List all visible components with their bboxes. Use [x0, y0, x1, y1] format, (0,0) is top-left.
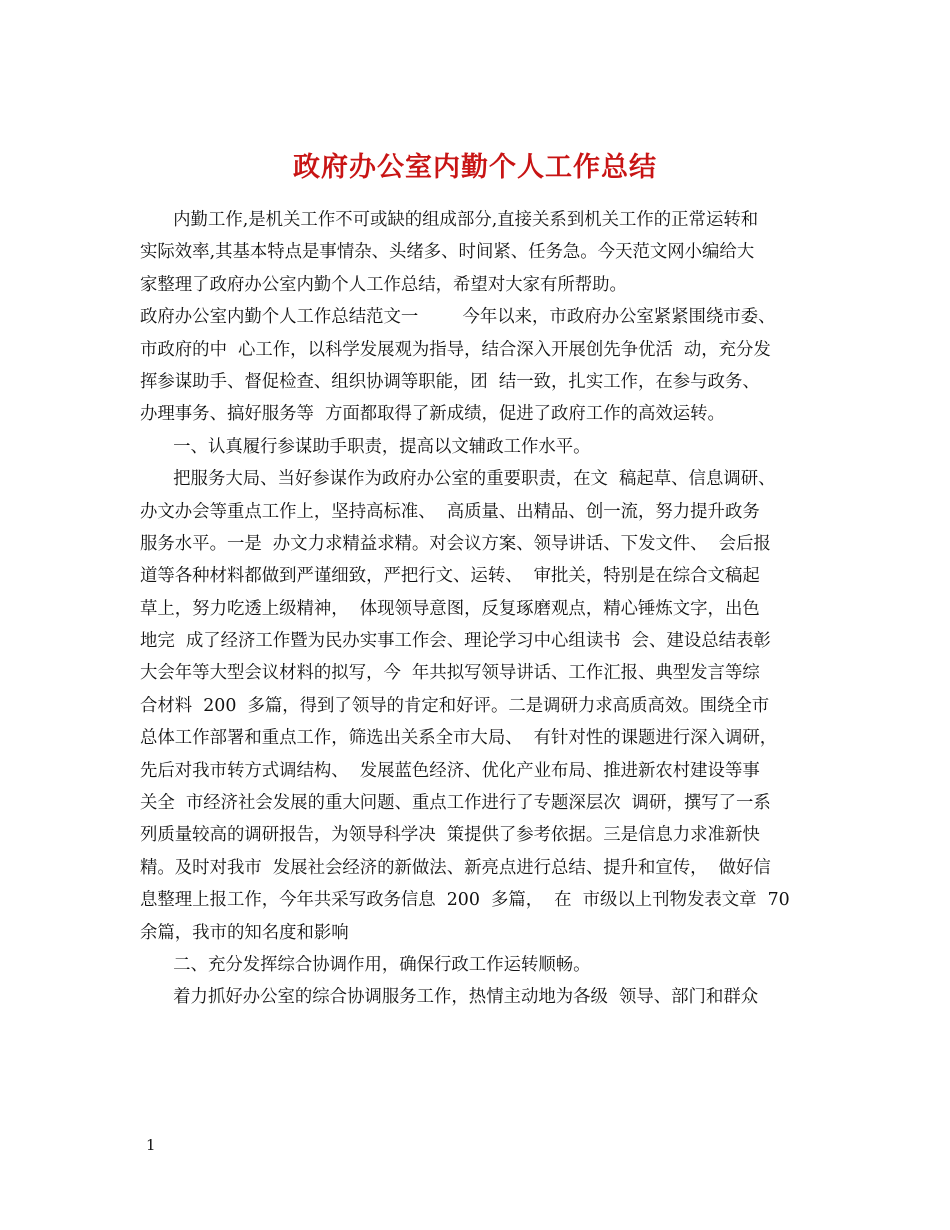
body-line: 把服务大局、当好参谋作为政府办公室的重要职责，在文 稿起草、信息调研、 [140, 469, 776, 490]
document-body [140, 204, 822, 1014]
body-line: 服务水平。一是 办文力求精益求精。对会议方案、领导讲话、下发文件、 会后报 [140, 533, 771, 554]
body-line: 精。及时对我市 发展社会经济的新做法、新亮点进行总结、提升和宣传， 做好信 [140, 857, 771, 878]
document-title: 政府办公室内勤个人工作总结 [293, 152, 657, 184]
body-line: 道等各种材料都做到严谨细致，严把行文、运转、 审批关，特别是在综合文稿起 [140, 566, 760, 587]
body-line: 草上，努力吃透上级精神， 体现领导意图，反复琢磨观点，精心锤炼文字，出色 [140, 598, 760, 619]
body-line: 一、认真履行参谋助手职责，提高以文辅政工作水平。 [140, 436, 591, 457]
body-line: 政府办公室内勤个人工作总结范文一 今年以来，市政府办公室紧紧围绕市委、 [140, 307, 776, 328]
body-line: 着力抓好办公室的综合协调服务工作，热情主动地为各级 领导、部门和群众 [140, 987, 759, 1008]
page-number: 1 [146, 1136, 156, 1154]
body-line: 列质量较高的调研报告，为领导科学决 策提供了参考依据。三是信息力求准新快 [140, 825, 760, 846]
body-line: 市政府的中 心工作，以科学发展观为指导，结合深入开展创先争优活 动，充分发 [140, 339, 771, 360]
body-line: 关全 市经济社会发展的重大问题、重点工作进行了专题深层次 调研，撰写了一系 [140, 793, 771, 814]
body-line: 地完 成了经济工作暨为民办实事工作会、理论学习中心组读书 会、建设总结表彰 [140, 631, 771, 652]
body-line: 总体工作部署和重点工作，筛选出关系全市大局、 有针对性的课题进行深入调研， [140, 728, 778, 749]
body-line: 实际效率,其基本特点是事情杂、头绪多、时间紧、任务急。今天范文网小编给大 [140, 242, 755, 263]
body-line: 余篇，我市的知名度和影响 [140, 922, 349, 943]
body-line: 内勤工作,是机关工作不可或缺的组成部分,直接关系到机关工作的正常运转和 [140, 210, 759, 230]
body-line: 先后对我市转方式调结构、 发展蓝色经济、优化产业布局、推进新农村建设等事 [140, 760, 760, 781]
body-line: 大会年等大型会议材料的拟写，今 年共拟写领导讲话、工作汇报、典型发言等综 [140, 663, 760, 684]
body-line: 息整理上报工作，今年共采写政务信息 200 多篇， 在 市级以上刊物发表文章 70 [140, 890, 790, 911]
body-line: 家整理了政府办公室内勤个人工作总结，希望对大家有所帮助。 [140, 274, 627, 295]
body-line: 二、充分发挥综合协调作用，确保行政工作运转顺畅。 [140, 954, 591, 975]
body-line: 办文办会等重点工作上，坚持高标准、 高质量、出精品、创一流，努力提升政务 [140, 501, 760, 522]
body-line: 合材料 200 多篇，得到了领导的肯定和好评。二是调研力求高质高效。围绕全市 [140, 695, 770, 716]
body-line: 挥参谋助手、督促检查、组织协调等职能，团 结一致，扎实工作，在参与政务、 [140, 371, 760, 392]
body-line: 办理事务、搞好服务等 方面都取得了新成绩，促进了政府工作的高效运转。 [140, 404, 725, 425]
